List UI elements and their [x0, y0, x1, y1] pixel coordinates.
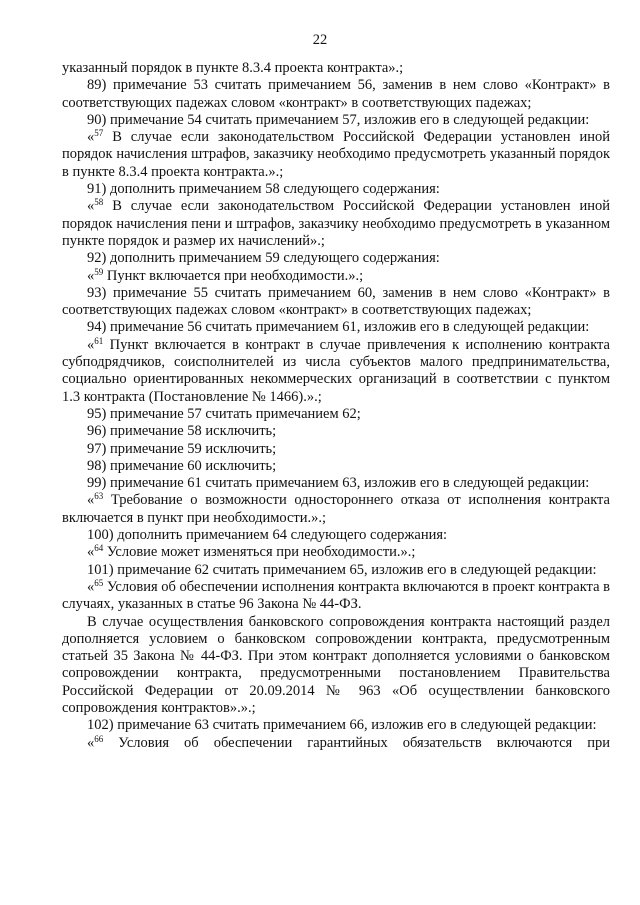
quoted-note — [62, 492, 610, 527]
paragraph: 95) примечание 57 считать примечанием 62; — [87, 405, 361, 422]
note-number: 58 — [94, 197, 104, 208]
note-text: В случае если законодательством Российской Федерации установлен иной порядок начисления штрафов, заказчику необходимо предусмотреть указанный порядок в пункте 8.3.4 проекта контракта.».; — [62, 129, 610, 180]
note-number: 64 — [94, 543, 104, 554]
note-text: В случае если законодательством Российской Федерации установлен иной порядок начисления пени и штрафов, заказчику необходимо предусмотреть в указанном пункте порядок и размер их начислений».; — [62, 198, 610, 249]
paragraph: 97) примечание 59 исключить; — [87, 440, 277, 457]
quote-mark: « — [87, 198, 95, 215]
quote-mark: « — [87, 578, 95, 595]
quoted-note — [62, 129, 610, 181]
note-number: 66 — [94, 733, 104, 744]
quote-mark: « — [87, 544, 95, 561]
quoted-note — [62, 268, 610, 285]
quote-mark: « — [87, 336, 95, 353]
paragraph: 92) дополнить примечанием 59 следующего содержания: — [87, 250, 440, 267]
paragraph: 93) примечание 55 считать примечанием 60, заменив в нем слово «Контракт» в соответствующих падежах словом «контракт» в соответствующих падежах; — [62, 284, 610, 319]
note-number: 65 — [94, 577, 104, 588]
quoted-note — [62, 544, 610, 561]
page-number: 22 — [312, 32, 328, 48]
note-number: 63 — [94, 491, 104, 502]
quoted-note — [62, 198, 610, 250]
note-text: Условие может изменяться при необходимости.».; — [103, 544, 416, 561]
paragraph: В случае осуществления банковского сопровождения контракта настоящий раздел дополняется условием о банковском сопровождении контракта, предусмотренным статьей 35 Закона № 44-ФЗ. При этом контракт дополняется условиями о банковском сопровождении контракта, предусмотренными постановлением Правительства Российской Федерации от 20.09.2014 № 963 «Об осуществлении банковского сопровождения контрактов».».; — [62, 613, 610, 716]
quote-mark: « — [87, 492, 95, 509]
note-text: Пункт включается при необходимости.».; — [103, 267, 364, 284]
document-body — [62, 60, 610, 752]
quoted-note — [62, 337, 610, 406]
paragraph: 100) дополнить примечанием 64 следующего содержания: — [87, 527, 448, 544]
paragraph: 98) примечание 60 исключить; — [87, 457, 277, 474]
quote-mark: « — [87, 734, 95, 751]
paragraph: 94) примечание 56 считать примечанием 61, изложив его в следующей редакции: — [87, 319, 590, 336]
note-number: 59 — [94, 266, 104, 277]
note-number: 57 — [94, 128, 104, 139]
paragraph: 101) примечание 62 считать примечанием 65, изложив его в следующей редакции: — [87, 561, 597, 578]
paragraph: 102) примечание 63 считать примечанием 66, изложив его в следующей редакции: — [87, 717, 597, 734]
note-text: Пункт включается в контракт в случае привлечения к исполнению контракта субподрядчиков, соисполнителей из числа субъектов малого предпринимательства, социально ориентированных некоммерческих организаций в соответствии с пунктом 1.3 контракта (Постановление № 1466).».; — [62, 336, 610, 405]
quote-mark: « — [87, 267, 95, 284]
note-text: Условия об обеспечении исполнения контракта включаются в проект контракта в случаях, указанных в статье 96 Закона № 44-ФЗ. — [62, 578, 610, 613]
note-number: 61 — [94, 335, 104, 346]
paragraph: 89) примечание 53 считать примечанием 56, заменив в нем слово «Контракт» в соответствующих падежах словом «контракт» в соответствующих падежах; — [62, 77, 610, 111]
paragraph: 91) дополнить примечанием 58 следующего содержания: — [87, 181, 440, 198]
quote-mark: « — [87, 129, 95, 146]
paragraph: 96) примечание 58 исключить; — [87, 423, 277, 440]
paragraph: 90) примечание 54 считать примечанием 57, изложив его в следующей редакции: — [87, 111, 590, 128]
note-text: Требование о возможности одностороннего отказа от исполнения контракта включается в пункт при необходимости.».; — [62, 492, 610, 526]
paragraph: 99) примечание 61 считать примечанием 63, изложив его в следующей редакции: — [87, 475, 590, 492]
note-text: Условия об обеспечении гарантийных обязательств включаются при — [103, 734, 610, 751]
paragraph: указанный порядок в пункте 8.3.4 проекта контракта».; — [62, 60, 404, 76]
quoted-note — [62, 735, 610, 752]
quoted-note — [62, 579, 610, 614]
